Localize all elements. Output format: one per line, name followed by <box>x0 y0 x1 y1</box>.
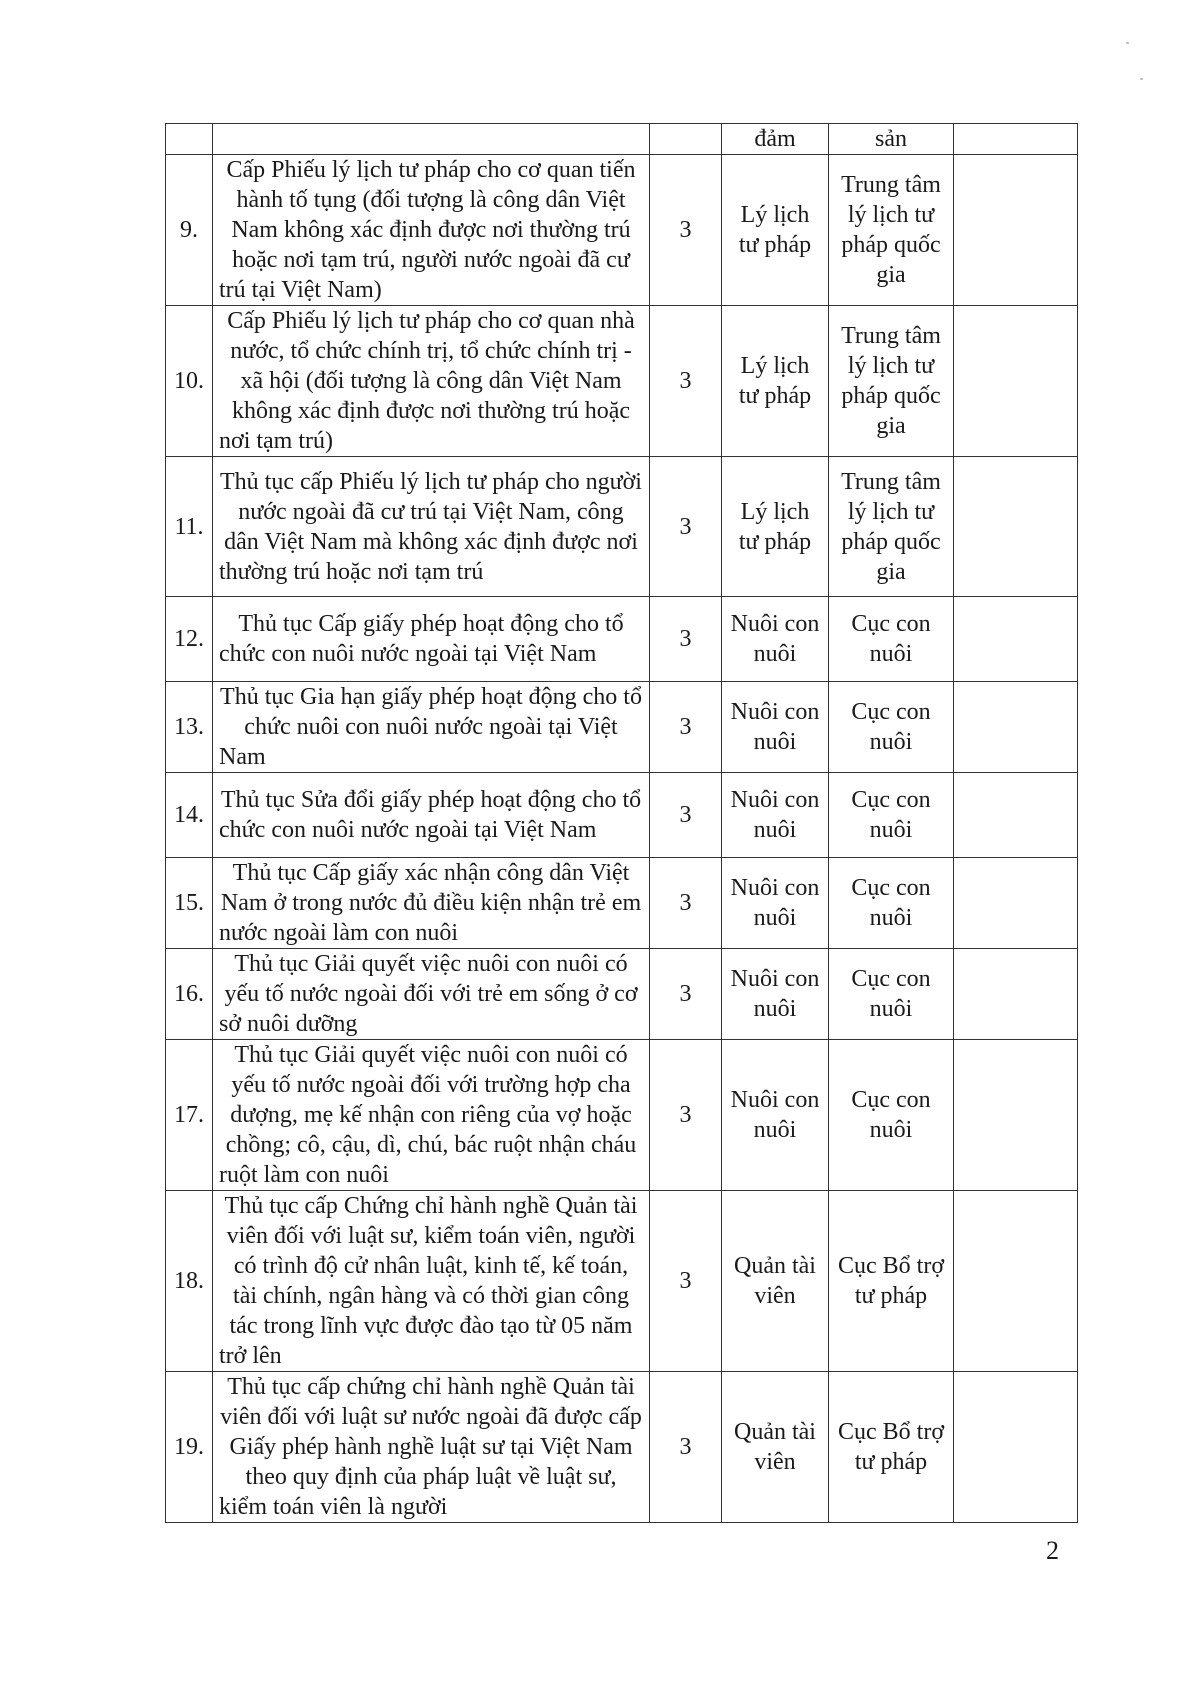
agency-cell: Cục con nuôi <box>829 858 954 949</box>
note-cell <box>954 1040 1078 1191</box>
agency-cell: Cục con nuôi <box>829 949 954 1040</box>
note-cell <box>954 306 1078 457</box>
table-row <box>166 1372 1078 1523</box>
scan-speck <box>1140 78 1143 80</box>
agency-cell: Cục con nuôi <box>829 597 954 682</box>
field-cell: Nuôi con nuôi <box>722 1040 829 1191</box>
agency-cell: Cục con nuôi <box>829 1040 954 1191</box>
procedure-name: Thủ tục cấp chứng chỉ hành nghề Quản tài viên đối với luật sư nước ngoài đã được cấp Giấy phép hành nghề luật sư tại Việt Nam theo quy định của pháp luật về luật sư, kiểm toán viên là người <box>213 1372 650 1523</box>
agency-cell: Cục con nuôi <box>829 773 954 858</box>
field-cell: Lý lịch tư pháp <box>722 457 829 597</box>
service-level: 3 <box>650 457 722 597</box>
row-number: 12. <box>166 597 213 682</box>
service-level: 3 <box>650 306 722 457</box>
field-cell: Nuôi con nuôi <box>722 773 829 858</box>
note-cell <box>954 457 1078 597</box>
header-cell-name <box>213 124 650 155</box>
note-cell <box>954 1191 1078 1372</box>
service-level: 3 <box>650 858 722 949</box>
field-cell: Lý lịch tư pháp <box>722 306 829 457</box>
service-level: 3 <box>650 1040 722 1191</box>
agency-cell: Cục Bổ trợ tư pháp <box>829 1372 954 1523</box>
field-cell: Nuôi con nuôi <box>722 858 829 949</box>
header-cell-unit: sản <box>829 124 954 155</box>
procedure-name: Thủ tục cấp Chứng chỉ hành nghề Quản tài viên đối với luật sư, kiểm toán viên, người có trình độ cử nhân luật, kinh tế, kế toán, tài chính, ngân hàng và có thời gian công tác trong lĩnh vực được đào tạo từ 05 năm trở lên <box>213 1191 650 1372</box>
procedure-name: Thủ tục Sửa đổi giấy phép hoạt động cho tổ chức con nuôi nước ngoài tại Việt Nam <box>213 773 650 858</box>
table-row <box>166 1191 1078 1372</box>
field-cell: Nuôi con nuôi <box>722 597 829 682</box>
procedure-table <box>165 123 1078 1523</box>
note-cell <box>954 773 1078 858</box>
table-row <box>166 858 1078 949</box>
agency-cell: Trung tâm lý lịch tư pháp quốc gia <box>829 306 954 457</box>
service-level: 3 <box>650 949 722 1040</box>
procedure-name: Thủ tục Gia hạn giấy phép hoạt động cho tổ chức nuôi con nuôi nước ngoài tại Việt Nam <box>213 682 650 773</box>
field-cell: Quản tài viên <box>722 1191 829 1372</box>
table-row <box>166 682 1078 773</box>
table-row <box>166 457 1078 597</box>
header-cell-stt <box>166 124 213 155</box>
note-cell <box>954 155 1078 306</box>
service-level: 3 <box>650 773 722 858</box>
procedure-name: Thủ tục Cấp giấy phép hoạt động cho tổ chức con nuôi nước ngoài tại Việt Nam <box>213 597 650 682</box>
field-cell: Quản tài viên <box>722 1372 829 1523</box>
header-cell-field: đảm <box>722 124 829 155</box>
row-number: 9. <box>166 155 213 306</box>
row-number: 10. <box>166 306 213 457</box>
agency-cell: Cục con nuôi <box>829 682 954 773</box>
procedure-name: Thủ tục Giải quyết việc nuôi con nuôi có yếu tố nước ngoài đối với trường hợp cha dượng, mẹ kế nhận con riêng của vợ hoặc chồng; cô, cậu, dì, chú, bác ruột nhận cháu ruột làm con nuôi <box>213 1040 650 1191</box>
table-row <box>166 306 1078 457</box>
row-number: 13. <box>166 682 213 773</box>
procedure-name: Cấp Phiếu lý lịch tư pháp cho cơ quan nhà nước, tổ chức chính trị, tổ chức chính trị - xã hội (đối tượng là công dân Việt Nam không xác định được nơi thường trú hoặc nơi tạm trú) <box>213 306 650 457</box>
procedure-name: Cấp Phiếu lý lịch tư pháp cho cơ quan tiến hành tố tụng (đối tượng là công dân Việt Nam không xác định được nơi thường trú hoặc nơi tạm trú, người nước ngoài đã cư trú tại Việt Nam) <box>213 155 650 306</box>
service-level: 3 <box>650 682 722 773</box>
page-number: 2 <box>1046 1536 1059 1565</box>
note-cell <box>954 682 1078 773</box>
procedure-name: Thủ tục Cấp giấy xác nhận công dân Việt Nam ở trong nước đủ điều kiện nhận trẻ em nước ngoài làm con nuôi <box>213 858 650 949</box>
table-row <box>166 1040 1078 1191</box>
row-number: 18. <box>166 1191 213 1372</box>
service-level: 3 <box>650 155 722 306</box>
row-number: 15. <box>166 858 213 949</box>
scan-speck <box>1126 42 1129 44</box>
note-cell <box>954 949 1078 1040</box>
field-cell: Nuôi con nuôi <box>722 682 829 773</box>
field-cell: Lý lịch tư pháp <box>722 155 829 306</box>
table-row <box>166 773 1078 858</box>
field-cell: Nuôi con nuôi <box>722 949 829 1040</box>
table-row <box>166 155 1078 306</box>
row-number: 14. <box>166 773 213 858</box>
row-number: 19. <box>166 1372 213 1523</box>
table-body <box>166 124 1078 1523</box>
procedure-name: Thủ tục Giải quyết việc nuôi con nuôi có yếu tố nước ngoài đối với trẻ em sống ở cơ sở nuôi dưỡng <box>213 949 650 1040</box>
row-number: 16. <box>166 949 213 1040</box>
table-header-row <box>166 124 1078 155</box>
agency-cell: Trung tâm lý lịch tư pháp quốc gia <box>829 155 954 306</box>
header-cell-note <box>954 124 1078 155</box>
row-number: 17. <box>166 1040 213 1191</box>
row-number: 11. <box>166 457 213 597</box>
procedure-name: Thủ tục cấp Phiếu lý lịch tư pháp cho người nước ngoài đã cư trú tại Việt Nam, công dân Việt Nam mà không xác định được nơi thường trú hoặc nơi tạm trú <box>213 457 650 597</box>
note-cell <box>954 597 1078 682</box>
agency-cell: Trung tâm lý lịch tư pháp quốc gia <box>829 457 954 597</box>
service-level: 3 <box>650 1372 722 1523</box>
service-level: 3 <box>650 597 722 682</box>
note-cell <box>954 858 1078 949</box>
header-cell-level <box>650 124 722 155</box>
service-level: 3 <box>650 1191 722 1372</box>
table-row <box>166 597 1078 682</box>
agency-cell: Cục Bổ trợ tư pháp <box>829 1191 954 1372</box>
table-row <box>166 949 1078 1040</box>
note-cell <box>954 1372 1078 1523</box>
